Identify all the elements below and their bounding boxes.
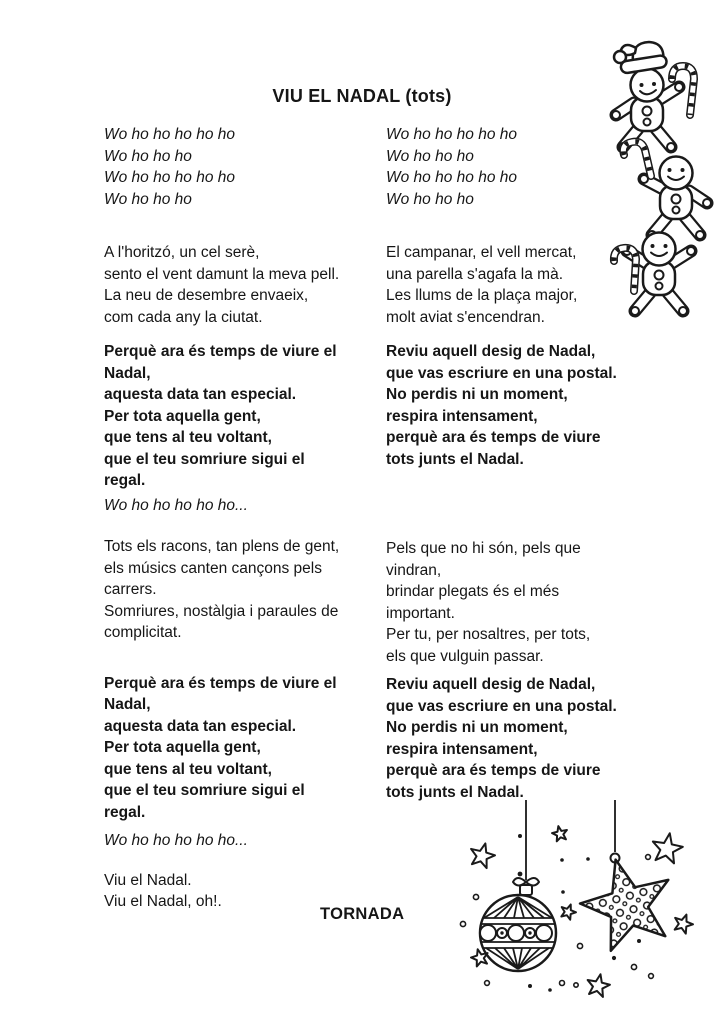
lyric-line: que tens al teu voltant, [104, 429, 272, 446]
lyric-line: Perquè ara és temps de viure el [104, 343, 337, 360]
lyric-line: Per tota aquella gent, [104, 739, 261, 756]
lyric-line: La neu de desembre envaeix, [104, 287, 309, 304]
candy-cane-icon [623, 142, 651, 176]
lyric-line: Viu el Nadal, oh!. [104, 893, 222, 910]
lyric-line: Per tota aquella gent, [104, 407, 261, 425]
lyric-line: tots junts el Nadal. [386, 783, 524, 801]
lyric-line: tots junts el Nadal. [386, 450, 524, 468]
lyric-line: Reviu aquell desig de Nadal, [386, 343, 596, 360]
lyric-line: respira intensament, [386, 407, 538, 425]
star-ornament-icon [571, 848, 682, 955]
page-title: VIU EL NADAL (tots) [272, 86, 452, 106]
lyric-line: Perquè ara és temps de viure el [104, 674, 337, 692]
lyric-line: aquesta data tan especial. [104, 386, 297, 403]
lyric-line: Viu el Nadal. [104, 871, 192, 889]
lyric-line: Per tu, per nosaltres, per tots, [386, 626, 591, 643]
lyric-line: els músics canten cançons pels [104, 559, 322, 577]
lyric-block-intro-left [104, 124, 396, 210]
lyric-line: No perdis ni un moment, [386, 719, 568, 736]
lyric-line: Somriures, nostàlgia i paraules de [104, 602, 339, 620]
lyric-line: molt aviat s'encendran. [386, 308, 545, 326]
lyric-line: Wo ho ho ho [104, 147, 192, 165]
christmas-ornaments-icon [430, 800, 724, 1018]
lyric-line: Reviu aquell desig de Nadal, [386, 676, 596, 693]
lyric-line: complicitat. [104, 624, 182, 641]
lyric-line: Wo ho ho ho ho ho... [104, 496, 248, 514]
lyric-line: que vas escriure en una postal. [386, 697, 617, 715]
small-star-icon [551, 825, 569, 842]
lyric-line: vindran, [386, 561, 442, 579]
lyric-line: aquesta data tan especial. [104, 717, 297, 735]
lyric-line: com cada any la ciutat. [104, 308, 263, 326]
lyric-line: Tots els racons, tan plens de gent, [104, 538, 340, 555]
lyric-line: Nadal, [104, 364, 151, 382]
lyric-line: una parella s'agafa la mà. [386, 265, 564, 283]
lyric-line: Nadal, [104, 696, 151, 713]
lyric-line: regal. [104, 803, 146, 821]
lyric-line: que el teu somriure sigui el [104, 450, 305, 468]
lyric-line: perquè ara és temps de viure [386, 429, 601, 446]
lyric-line: respira intensament, [386, 740, 538, 758]
lyric-line: No perdis ni un moment, [386, 386, 568, 403]
lyric-line: els que vulguin passar. [386, 647, 544, 665]
tornada-label: TORNADA [320, 905, 405, 923]
small-star-icon [671, 911, 695, 935]
lyric-block-verse2-left [104, 536, 396, 644]
lyric-line: Wo ho ho ho [386, 190, 474, 208]
lyric-line: Wo ho ho ho [386, 147, 474, 165]
lyric-block-chorus2-right [386, 674, 686, 803]
lyric-line: que vas escriure en una postal. [386, 364, 617, 382]
lyric-line: carrers. [104, 581, 157, 598]
lyric-line: Wo ho ho ho ho ho [386, 169, 517, 186]
lyric-block-chorus1-left [104, 341, 396, 492]
lyric-line: Wo ho ho ho [104, 190, 192, 208]
gingerbread-men-icon [592, 33, 724, 335]
lyrics-column-left [104, 124, 396, 913]
lyric-line: perquè ara és temps de viure [386, 762, 601, 779]
lyric-block-chorus2-left [104, 673, 396, 824]
lyric-block-verse2-right [386, 538, 686, 667]
small-star-icon [467, 840, 497, 869]
lyric-line: sento el vent damunt la meva pell. [104, 265, 340, 283]
lyric-line: Wo ho ho ho ho ho [386, 126, 517, 143]
lyric-line: A l'horitzó, un cel serè, [104, 244, 260, 261]
lyric-line: que tens al teu voltant, [104, 760, 272, 778]
lyric-block-verse1-left [104, 242, 396, 328]
small-star-icon [650, 831, 685, 865]
lyric-line: Wo ho ho ho ho ho [104, 126, 235, 143]
lyric-line: important. [386, 604, 455, 622]
lyric-line: El campanar, el vell mercat, [386, 244, 577, 261]
lyric-line: Pels que no hi són, pels que [386, 540, 581, 557]
lyric-line: que el teu somriure sigui el [104, 782, 305, 799]
lyric-block-woho2-left [104, 830, 396, 852]
lyric-line: regal. [104, 472, 146, 489]
lyric-block-woho1-left [104, 495, 396, 517]
lyric-line: Wo ho ho ho ho ho [104, 169, 235, 186]
lyric-line: Wo ho ho ho ho ho... [104, 832, 248, 849]
lyric-line: Les llums de la plaça major, [386, 287, 578, 304]
lyric-block-chorus1-right [386, 341, 686, 470]
ball-ornament-icon [480, 878, 556, 971]
small-star-icon [559, 902, 578, 921]
lyric-line: brindar plegats és el més [386, 583, 560, 600]
small-star-icon [585, 972, 612, 998]
